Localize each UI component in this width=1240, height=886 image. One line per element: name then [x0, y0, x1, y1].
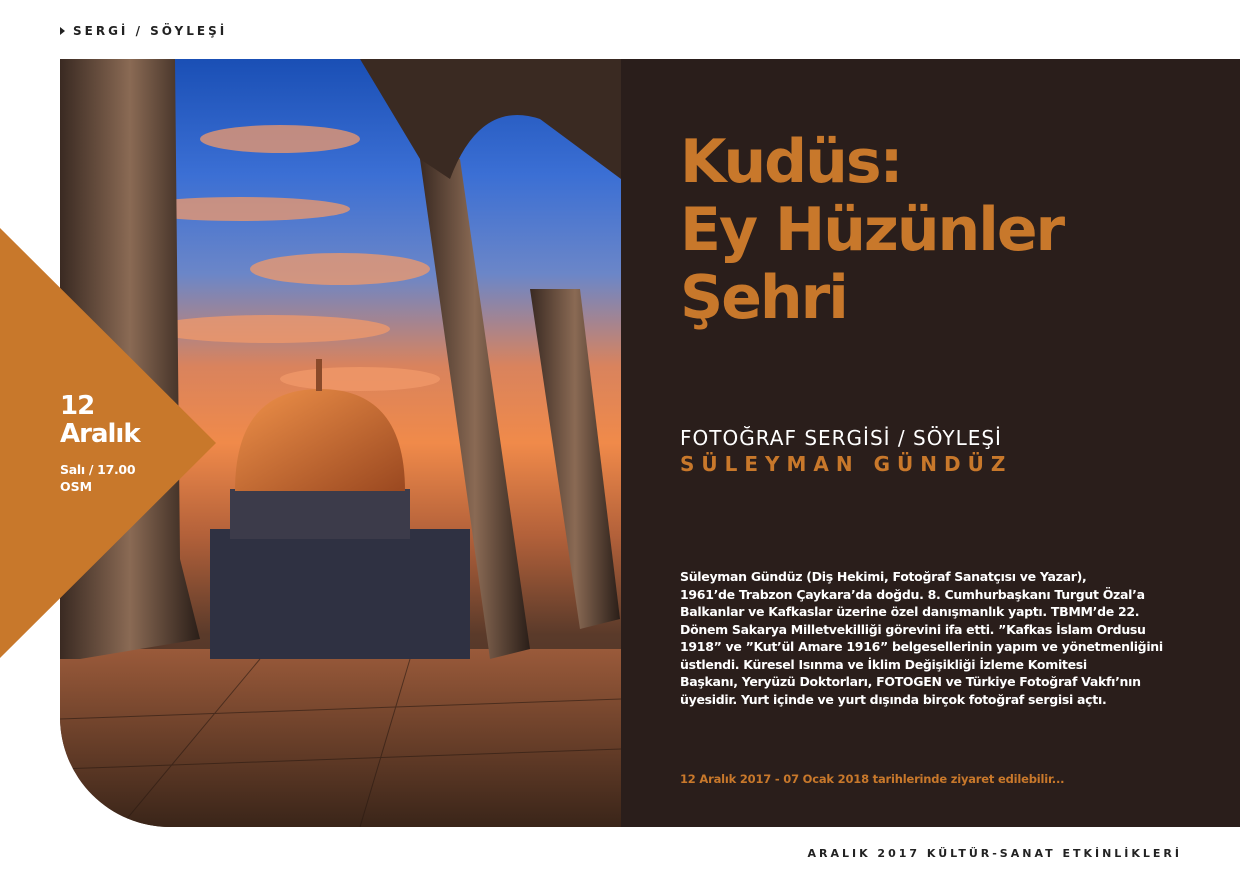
- author-bio: [680, 568, 1200, 708]
- bio-line: 1961’de Trabzon Çaykara’da doğdu. 8. Cumhurbaşkanı Turgut Özal’a: [680, 586, 1145, 602]
- footer-text: ARALIK 2017 KÜLTÜR-SANAT ETKİNLİKLERİ: [807, 847, 1182, 860]
- date-time: Salı / 17.00: [60, 462, 136, 477]
- event-subtitle: FOTOĞRAF SERGİSİ / SÖYLEŞİ: [680, 426, 1002, 450]
- event-author: SÜLEYMAN GÜNDÜZ: [680, 452, 1013, 476]
- event-title-line: Ey Hüzünler: [680, 195, 1064, 265]
- section-label-text: SERGİ / SÖYLEŞİ: [73, 24, 228, 38]
- visit-dates-note: 12 Aralık 2017 - 07 Ocak 2018 tarihlerinde ziyaret edilebilir...: [680, 772, 1065, 786]
- event-title-line: Kudüs:: [680, 127, 902, 197]
- date-month: Aralık: [60, 419, 140, 449]
- bio-line: üyesidir. Yurt içinde ve yurt dışında birçok fotoğraf sergisi açtı.: [680, 691, 1107, 707]
- event-title-line: Şehri: [680, 263, 847, 333]
- bio-line: üstlendi. Küresel Isınma ve İklim Değişikliği İzleme Komitesi: [680, 656, 1087, 672]
- date-day: 12: [60, 391, 95, 421]
- section-label: [60, 24, 227, 38]
- bio-line: Başkanı, Yeryüzü Doktorları, FOTOGEN ve Türkiye Fotoğraf Vakfı’nın: [680, 674, 1141, 689]
- play-triangle-icon: [60, 27, 65, 35]
- event-title: [680, 128, 1200, 332]
- date-place: OSM: [60, 479, 93, 494]
- bio-line: 1918” ve ”Kut’ül Amare 1916” belgesellerinin yapım ve yönetmenliğini: [680, 639, 1163, 654]
- bio-line: Dönem Sakarya Milletvekilliği görevini ifa etti. ”Kafkas İslam Ordusu: [680, 621, 1146, 637]
- bio-line: Balkanlar ve Kafkaslar üzerine özel danışmanlık yaptı. TBMM’de 22.: [680, 604, 1140, 619]
- bio-line: Süleyman Gündüz (Diş Hekimi, Fotoğraf Sanatçısı ve Yazar),: [680, 569, 1087, 584]
